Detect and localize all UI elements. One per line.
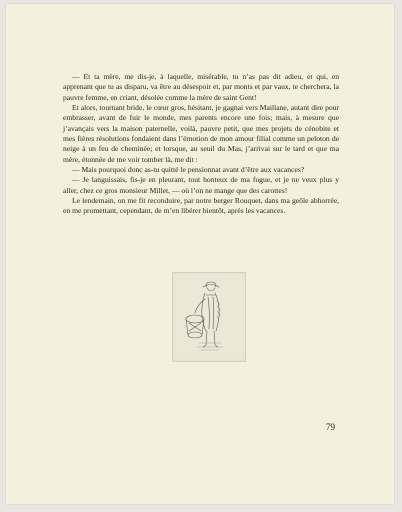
paragraph-1: — Et ta mère, me dis-je, à laquelle, misérable, tu n’as pas dit adieu, et qui, en apprenant que tu as disparu, va être au désespoir et, par monts et par vaux, te cherchera, la pauvre femme, en criant, désolée comme la mère de saint Gent!	[63, 72, 339, 102]
paragraph-3: — Mais pourquoi donc as-tu quitté le pensionnat avant d’être aux vacances?	[72, 165, 305, 175]
paragraph-5: Le lendemain, on me fit reconduire, par notre berger Rouquet, dans ma geôle abhorrée, en me promettant, cependant, de m’en libérer bientôt, après les vacances.	[63, 196, 339, 216]
paragraph-2: Et alors, tournant bride, le cœur gros, hésitant, je gagnai vers Maillane, autant dire pour embrasser, avant de fuir le monde, mes parents encore une fois; mais, à mesure que j’avançais vers la maison paternelle, voilà, pauvre petit, que mes projets de cénobite et mes fières résolutions fondaient dans l’émotion de mon amour filial comme un peloton de neige à un feu de cheminée; et lorsque, au seuil du Mas, j’arrivai sur le tard et que ma mère, étonnée de me voir tomber là, me dit :	[63, 103, 339, 164]
page-number: 79	[326, 422, 335, 432]
body-text	[63, 72, 339, 217]
etching-illustration	[172, 272, 246, 362]
paragraph-4: — Je languissais, fis-je en pleurant, tout honteux de ma fugue, et je ne veux plus y aller, chez ce gros monsieur Millet, — où l’on ne mange que des carottes!	[63, 175, 339, 195]
book-page	[6, 4, 394, 504]
etching-figure-with-drum-icon	[173, 273, 245, 361]
